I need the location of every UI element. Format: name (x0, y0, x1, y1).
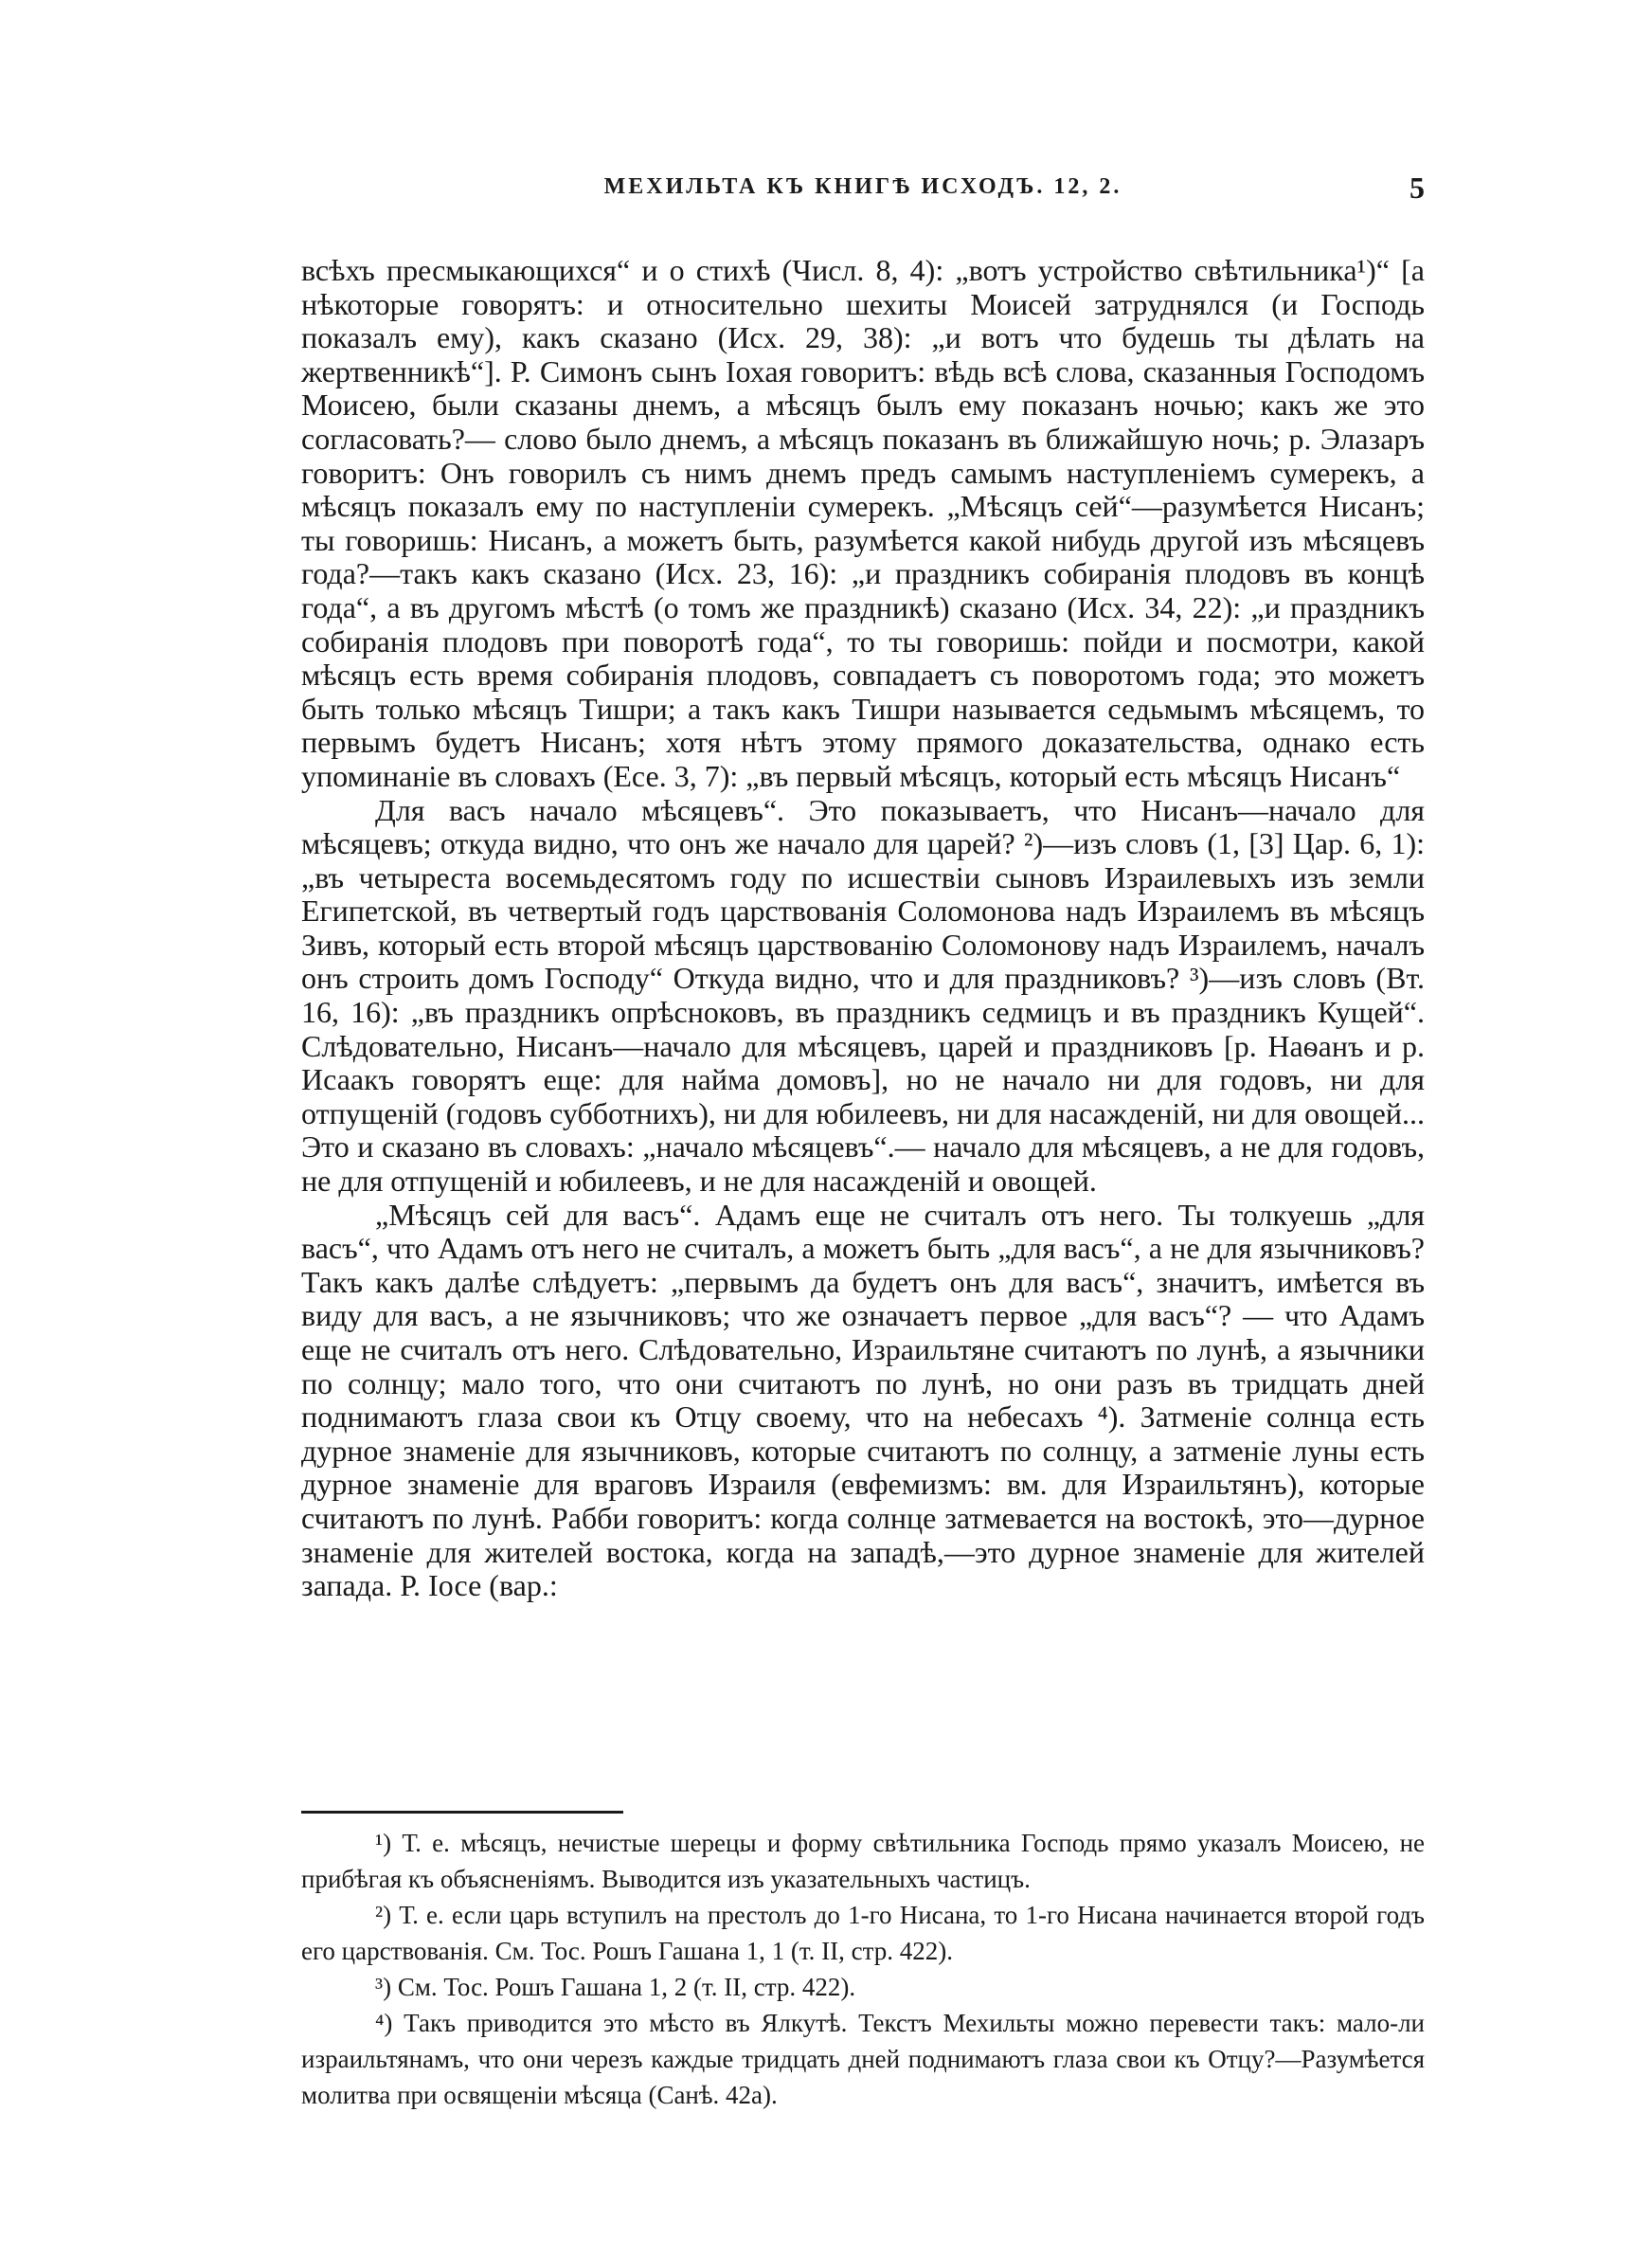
footnote-1: ¹) Т. е. мѣсяцъ, нечистые шерецы и форму свѣтильника Господь прямо указалъ Моисею, не прибѣгая къ объясненіямъ. Выводится изъ указательныхъ частицъ. (301, 1829, 1425, 1893)
footnote-2: ²) Т. е. если царь вступилъ на престолъ до 1-го Нисана, то 1-го Нисана начинается второй годъ его царствованія. См. Тос. Рошъ Гашана 1, 1 (т. II, стр. 422). (301, 1901, 1425, 1965)
footnotes (301, 1825, 1425, 2113)
paragraph-2: Для васъ начало мѣсяцевъ“. Это показываетъ, что Нисанъ—начало для мѣсяцевъ; откуда видно, что онъ же начало для царей? ²)—изъ словъ (1, [3] Цар. 6, 1): „въ четыреста восемьдесятомъ году по исшествіи сыновъ Израилевыхъ изъ земли Египетской, въ четвертый годъ царствованія Соломонова надъ Израилемъ въ мѣсяцъ Зивъ, который есть второй мѣсяцъ царствованію Соломонову надъ Израилемъ, началъ онъ строить домъ Господу“ Откуда видно, что и для праздниковъ? ³)—изъ словъ (Вт. 16, 16): „въ праздникъ опрѣсноковъ, въ праздникъ седмицъ и въ праздникъ Кущей“. Слѣдовательно, Нисанъ—начало для мѣсяцевъ, царей и праздниковъ [р. Наѳанъ и р. Исаакъ говорятъ еще: для найма домовъ], но не начало ни для годовъ, ни для отпущеній (годовъ субботнихъ), ни для юбилеевъ, ни для насажденій, ни для овощей... Это и сказано въ словахъ: „начало мѣсяцевъ“.— начало для мѣсяцевъ, а не для годовъ, не для отпущеній и юбилеевъ, и не для насажденій и овощей. (301, 792, 1425, 1199)
footnote-divider (301, 1811, 623, 1814)
footnote-4: ⁴) Такъ приводится это мѣсто въ Ялкутѣ. Текстъ Мехильты можно перевести такъ: мало-ли израильтянамъ, что они черезъ каждые тридцать дней поднимаютъ глаза свои къ Отцу?—Разумѣется молитва при освященіи мѣсяца (Санѣ. 42а). (301, 2009, 1425, 2109)
paragraph-1: всѣхъ пресмыкающихся“ и о стихѣ (Числ. 8, 4): „вотъ устройство свѣтильника¹)“ [а нѣкоторые говорятъ: и относительно шехиты Моисей затруднялся (и Господь показалъ ему), какъ сказано (Исх. 29, 38): „и вотъ что будешь ты дѣлать на жертвенникѣ“]. Р. Симонъ сынъ Іохая говоритъ: вѣдь всѣ слова, сказанныя Господомъ Моисею, были сказаны днемъ, а мѣсяцъ былъ ему показанъ ночью; какъ же это согласовать?— слово было днемъ, а мѣсяцъ показанъ въ ближайшую ночь; р. Элазаръ говоритъ: Онъ говорилъ съ нимъ днемъ предъ самымъ наступленіемъ сумерекъ, а мѣсяцъ показалъ ему по наступленіи сумерекъ. „Мѣсяцъ сей“—разумѣется Нисанъ; ты говоришь: Нисанъ, а можетъ быть, разумѣется какой нибудь другой изъ мѣсяцевъ года?—такъ какъ сказано (Исх. 23, 16): „и праздникъ собиранія плодовъ въ концѣ года“, а въ другомъ мѣстѣ (о томъ же праздникѣ) сказано (Исх. 34, 22): „и праздникъ собиранія плодовъ при поворотѣ года“, то ты говоришь: пойди и посмотри, какой мѣсяцъ есть время собиранія плодовъ, совпадаетъ съ поворотомъ года; это можетъ быть только мѣсяцъ Тишри; а такъ какъ Тишри называется седьмымъ мѣсяцемъ, то первымъ будетъ Нисанъ; хотя нѣтъ этому прямого доказательства, однако есть упоминаніе въ словахъ (Есе. 3, 7): „въ первый мѣсяцъ, который есть мѣсяцъ Нисанъ“ (301, 253, 1425, 793)
page-header (301, 171, 1425, 212)
running-head: МЕХИЛЬТА КЪ КНИГѢ ИСХОДЪ. 12, 2. (603, 174, 1122, 199)
paragraph-3: „Мѣсяцъ сей для васъ“. Адамъ еще не считалъ отъ него. Ты толкуешь „для васъ“, что Адамъ отъ него не считалъ, а можетъ быть „для васъ“, а не для язычниковъ? Такъ какъ далѣе слѣдуетъ: „первымъ да будетъ онъ для васъ“, значитъ, имѣется въ виду для васъ, а не язычниковъ; что же означаетъ первое „для васъ“? — что Адамъ еще не считалъ отъ него. Слѣдовательно, Израильтяне считаютъ по лунѣ, а язычники по солнцу; мало того, что они считаютъ по лунѣ, но они разъ въ тридцать дней поднимаютъ глаза свои къ Отцу своему, что на небесахъ ⁴). Затменіе солнца есть дурное знаменіе для язычниковъ, которые считаютъ по солнцу, а затменіе луны есть дурное знаменіе для враговъ Израиля (евфемизмъ: вм. для Израильтянъ), которые считаютъ по лунѣ. Рабби говоритъ: когда солнце затмевается на востокѣ, это—дурное знаменіе для жителей востока, когда на западѣ,—это дурное знаменіе для жителей запада. Р. Іосе (вар.: (301, 1197, 1425, 1603)
footnote-3: ³) См. Тос. Рошъ Гашана 1, 2 (т. II, стр. 422). (375, 1973, 856, 2001)
page-number: 5 (1410, 171, 1425, 205)
main-text (301, 254, 1425, 1603)
